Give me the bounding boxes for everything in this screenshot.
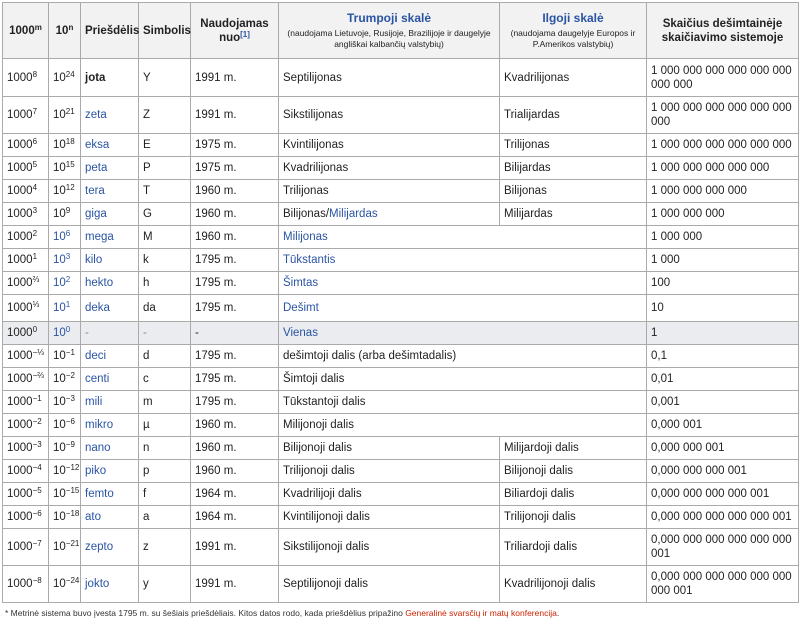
cell-decimal: 1 000 000 000: [647, 203, 799, 226]
cell-symbol: k: [139, 249, 191, 272]
cell-prefix: [81, 391, 139, 414]
cell-symbol: h: [139, 272, 191, 295]
prefix-link[interactable]: femto: [85, 488, 114, 500]
cell-symbol: E: [139, 134, 191, 157]
prefix-link[interactable]: mega: [85, 231, 114, 243]
table-row: [3, 295, 799, 322]
cell-name-both-scales: [279, 322, 647, 345]
cell-symbol: a: [139, 506, 191, 529]
cell-base-power: $1000^{-4}$: [3, 460, 49, 483]
cell-adopted: 1795 m.: [191, 249, 279, 272]
cell-prefix: [81, 97, 139, 134]
cell-ten-power: $10^{-1}$: [49, 345, 81, 368]
cell-symbol: d: [139, 345, 191, 368]
prefix-link[interactable]: zepto: [85, 541, 114, 553]
cell-base-power: 1000$^7$: [3, 97, 49, 134]
prefix-link[interactable]: nano: [85, 442, 111, 454]
header-long-scale: [500, 3, 647, 59]
cell-long-scale: Kvadrilijonoji dalis: [500, 566, 647, 603]
cell-prefix: [81, 437, 139, 460]
cell-decimal: 0,000 000 000 000 000 000 000 001: [647, 566, 799, 603]
cell-adopted: 1964 m.: [191, 483, 279, 506]
table-row: [3, 414, 799, 437]
cell-short-scale: Bilijonas/Milijardas: [279, 203, 500, 226]
cell-symbol: z: [139, 529, 191, 566]
cell-adopted: 1960 m.: [191, 437, 279, 460]
table-row: [3, 437, 799, 460]
cell-adopted: 1795 m.: [191, 272, 279, 295]
table-row: [3, 272, 799, 295]
cell-symbol: y: [139, 566, 191, 603]
table-row: [3, 180, 799, 203]
cell-ten-power: $10^{12}$: [49, 180, 81, 203]
table-row: [3, 345, 799, 368]
prefix-link[interactable]: piko: [85, 465, 107, 477]
cell-adopted: 1991 m.: [191, 529, 279, 566]
cell-ten-power: $10^9$: [49, 203, 81, 226]
cell-long-scale: Trilijonoji dalis: [500, 506, 647, 529]
cell-symbol: G: [139, 203, 191, 226]
power-link[interactable]: 10$^3$: [53, 252, 71, 266]
long-scale-note: (naudojama daugelyje Europos ir P.Amerikos valstybių): [510, 28, 636, 49]
cell-prefix: [81, 506, 139, 529]
cell-name-both-scales: [279, 226, 647, 249]
cell-decimal: 10: [647, 295, 799, 322]
cell-decimal: 0,000 000 000 000 000 001: [647, 506, 799, 529]
cell-base-power: 1000$^8$: [3, 59, 49, 97]
cell-ten-power: $10^{-21}$: [49, 529, 81, 566]
cell-adopted: 1795 m.: [191, 391, 279, 414]
prefix-link[interactable]: ato: [85, 511, 101, 523]
cell-adopted: 1975 m.: [191, 134, 279, 157]
cell-adopted: 1960 m.: [191, 203, 279, 226]
cell-decimal: 1 000: [647, 249, 799, 272]
table-body: [3, 59, 799, 603]
prefix-link[interactable]: deci: [85, 350, 107, 362]
cell-symbol: da: [139, 295, 191, 322]
cell-adopted: 1795 m.: [191, 295, 279, 322]
cell-symbol: p: [139, 460, 191, 483]
cell-base-power: $1000^{-6}$: [3, 506, 49, 529]
cell-prefix: [81, 249, 139, 272]
cell-adopted: 1960 m.: [191, 226, 279, 249]
cell-ten-power: $10^{15}$: [49, 157, 81, 180]
cell-decimal: 1 000 000: [647, 226, 799, 249]
cell-decimal: 1 000 000 000 000 000 000 000 000: [647, 59, 799, 97]
cell-base-power: 1000$^1$: [3, 249, 49, 272]
table-row: [3, 157, 799, 180]
cell-decimal: 1 000 000 000 000 000 000 000: [647, 97, 799, 134]
cell-ten-power: $10^{-15}$: [49, 483, 81, 506]
cell-prefix: [81, 157, 139, 180]
cell-prefix: [81, 460, 139, 483]
prefix-link[interactable]: deka: [85, 302, 110, 314]
table-row: [3, 483, 799, 506]
table-row: [3, 506, 799, 529]
short-scale-note: (naudojama Lietuvoje, Rusijoje, Brazilijoje ir daugelyje angliškai kalbančių valstybių): [287, 28, 491, 49]
prefix-link[interactable]: centi: [85, 373, 110, 385]
table-row: [3, 322, 799, 345]
cell-adopted: 1991 m.: [191, 59, 279, 97]
cell-symbol: c: [139, 368, 191, 391]
cell-base-power: $1000^{\frac{2}{3}}$: [3, 272, 49, 295]
cell-short-scale: Sikstilijonas: [279, 97, 500, 134]
cell-base-power: $1000^{-1}$: [3, 391, 49, 414]
cell-decimal: 0,000 000 000 000 000 000 001: [647, 529, 799, 566]
cell-long-scale: Trilijonas: [500, 134, 647, 157]
cell-name-both-scales: [279, 249, 647, 272]
table-row: [3, 391, 799, 414]
cell-ten-power: [49, 295, 81, 322]
cell-short-scale: Kvintilijonas: [279, 134, 500, 157]
cell-prefix: [81, 529, 139, 566]
cell-ten-power: [49, 249, 81, 272]
cell-ten-power: $10^{18}$: [49, 134, 81, 157]
cell-base-power: 1000$^5$: [3, 157, 49, 180]
header-symbol: Simbolis: [139, 3, 191, 59]
cell-short-scale: Trilijonoji dalis: [279, 460, 500, 483]
cell-symbol: f: [139, 483, 191, 506]
header-adopted: Naudojamas nuo[1]: [191, 3, 279, 59]
prefix-link[interactable]: peta: [85, 162, 108, 174]
table-row: [3, 134, 799, 157]
header-short-scale: [279, 3, 500, 59]
table-row: [3, 97, 799, 134]
header-decimal: Skaičius dešimtainėje skaičiavimo sistemoje: [647, 3, 799, 59]
number-name-link[interactable]: Milijonas: [283, 231, 328, 243]
cell-base-power: $1000^{-7}$: [3, 529, 49, 566]
cell-prefix: [81, 322, 139, 345]
cell-adopted: 1960 m.: [191, 414, 279, 437]
cell-decimal: 0,000 000 000 001: [647, 460, 799, 483]
milijardas-link[interactable]: Milijardas: [329, 208, 378, 220]
cell-base-power: 1000$^2$: [3, 226, 49, 249]
cell-symbol: M: [139, 226, 191, 249]
cell-long-scale: Trialijardas: [500, 97, 647, 134]
cell-long-scale: Biliardoji dalis: [500, 483, 647, 506]
cell-base-power: 1000$^6$: [3, 134, 49, 157]
cell-long-scale: Bilijardas: [500, 157, 647, 180]
cell-ten-power: [49, 226, 81, 249]
cell-name-both-scales: [279, 295, 647, 322]
cell-name-both-scales: Milijonoji dalis: [279, 414, 647, 437]
cell-symbol: -: [139, 322, 191, 345]
cell-adopted: 1795 m.: [191, 368, 279, 391]
cell-prefix: [81, 226, 139, 249]
cell-decimal: 1: [647, 322, 799, 345]
cell-base-power: 1000$^3$: [3, 203, 49, 226]
prefix-name: jota: [85, 71, 106, 84]
cell-decimal: 1 000 000 000 000: [647, 180, 799, 203]
power-link[interactable]: 10$^6$: [53, 229, 71, 243]
cell-prefix: [81, 368, 139, 391]
cell-decimal: 0,01: [647, 368, 799, 391]
prefix-link[interactable]: hekto: [85, 277, 114, 289]
cell-long-scale: Bilijonoji dalis: [500, 460, 647, 483]
cell-short-scale: Bilijonoji dalis: [279, 437, 500, 460]
cell-symbol: P: [139, 157, 191, 180]
cell-symbol: µ: [139, 414, 191, 437]
table-header-row: [3, 3, 799, 59]
cell-ten-power: $10^{-9}$: [49, 437, 81, 460]
cell-long-scale: Milijardas: [500, 203, 647, 226]
prefix-link[interactable]: eksa: [85, 139, 110, 151]
cell-decimal: 0,000 000 001: [647, 437, 799, 460]
cell-symbol: m: [139, 391, 191, 414]
cell-decimal: 1 000 000 000 000 000 000: [647, 134, 799, 157]
long-scale-link[interactable]: Ilgoji skalė: [542, 11, 604, 25]
cell-long-scale: Milijardoji dalis: [500, 437, 647, 460]
table-row: [3, 249, 799, 272]
cell-ten-power: $10^{21}$: [49, 97, 81, 134]
cell-short-scale: Kvadrilijonas: [279, 157, 500, 180]
cell-base-power: $1000^{-5}$: [3, 483, 49, 506]
cell-short-scale: Sikstilijonoji dalis: [279, 529, 500, 566]
cgpm-link[interactable]: Generalinė svarsčių ir matų konferencija: [405, 608, 557, 618]
cell-prefix: [81, 272, 139, 295]
cell-prefix: [81, 566, 139, 603]
cell-prefix: [81, 134, 139, 157]
cell-name-both-scales: [279, 272, 647, 295]
prefix-link[interactable]: giga: [85, 208, 107, 220]
number-name-link[interactable]: Vienas: [283, 327, 318, 339]
table-row: [3, 226, 799, 249]
si-prefix-table-container: [2, 2, 798, 623]
cell-base-power: 1000$^4$: [3, 180, 49, 203]
cell-decimal: 100: [647, 272, 799, 295]
cell-adopted: 1991 m.: [191, 566, 279, 603]
cell-adopted: 1975 m.: [191, 157, 279, 180]
si-prefix-table: [2, 2, 799, 603]
prefix-link[interactable]: tera: [85, 185, 105, 197]
prefix-name: -: [85, 327, 89, 339]
table-row: [3, 529, 799, 566]
number-name-link[interactable]: Dešimt: [283, 302, 319, 314]
cell-short-scale: Kvintilijonoji dalis: [279, 506, 500, 529]
cell-prefix: [81, 483, 139, 506]
cell-base-power: $1000^{-\frac{1}{3}}$: [3, 345, 49, 368]
cell-decimal: 0,001: [647, 391, 799, 414]
cell-long-scale: Bilijonas: [500, 180, 647, 203]
table-row: [3, 203, 799, 226]
footnote: * Metrinė sistema buvo įvesta 1795 m. su šešiais priešdėliais. Kitos datos rodo, kada priešdėlius pripažino Generalinė svarsčių ir matų konferencija.: [5, 608, 560, 618]
number-name-link[interactable]: Šimtas: [283, 277, 319, 289]
cell-name-both-scales: Tūkstantoji dalis: [279, 391, 647, 414]
power-link[interactable]: 10$^2$: [53, 275, 71, 289]
cell-symbol: Z: [139, 97, 191, 134]
cell-ten-power: $10^{-18}$: [49, 506, 81, 529]
prefix-link[interactable]: mikro: [85, 419, 114, 431]
cell-prefix: [81, 203, 139, 226]
cell-adopted: 1795 m.: [191, 345, 279, 368]
cell-long-scale: Triliardoji dalis: [500, 529, 647, 566]
header-prefix: Priešdėlis: [81, 3, 139, 59]
header-ten-power: 10$^n$: [49, 3, 81, 59]
cell-base-power: $1000^{-8}$: [3, 566, 49, 603]
cell-ten-power: $10^{24}$: [49, 59, 81, 97]
cell-prefix: [81, 180, 139, 203]
cell-prefix: [81, 414, 139, 437]
cell-base-power: $1000^{-\frac{2}{3}}$: [3, 368, 49, 391]
cell-adopted: -: [191, 322, 279, 345]
cell-prefix: [81, 295, 139, 322]
cell-symbol: Y: [139, 59, 191, 97]
cell-adopted: 1964 m.: [191, 506, 279, 529]
cell-decimal: 0,000 001: [647, 414, 799, 437]
prefix-link[interactable]: zeta: [85, 109, 107, 121]
cell-ten-power: [49, 322, 81, 345]
cell-base-power: $1000^{-3}$: [3, 437, 49, 460]
cell-adopted: 1991 m.: [191, 97, 279, 134]
cell-long-scale: Kvadrilijonas: [500, 59, 647, 97]
cell-ten-power: $10^{-6}$: [49, 414, 81, 437]
cell-short-scale: Kvadrilijoji dalis: [279, 483, 500, 506]
cell-decimal: 1 000 000 000 000 000: [647, 157, 799, 180]
cell-symbol: T: [139, 180, 191, 203]
cell-base-power: 1000$^0$: [3, 322, 49, 345]
cell-short-scale: Trilijonas: [279, 180, 500, 203]
short-scale-link[interactable]: Trumpoji skalė: [346, 11, 432, 25]
cell-short-scale: Septilijonoji dalis: [279, 566, 500, 603]
cell-ten-power: [49, 272, 81, 295]
cell-name-both-scales: Šimtoji dalis: [279, 368, 647, 391]
prefix-link[interactable]: kilo: [85, 254, 103, 266]
cell-prefix: [81, 345, 139, 368]
table-row: [3, 59, 799, 97]
power-link[interactable]: 10$^0$: [53, 325, 71, 339]
table-row: [3, 368, 799, 391]
table-row: [3, 460, 799, 483]
cell-decimal: 0,000 000 000 000 001: [647, 483, 799, 506]
cell-prefix: [81, 59, 139, 97]
cell-name-both-scales: dešimtoji dalis (arba dešimtadalis): [279, 345, 647, 368]
prefix-link[interactable]: jokto: [85, 578, 110, 590]
prefix-link[interactable]: mili: [85, 396, 103, 408]
cell-decimal: 0,1: [647, 345, 799, 368]
power-link[interactable]: 10$^1$: [53, 300, 71, 314]
cell-symbol: n: [139, 437, 191, 460]
reference-link[interactable]: [1]: [240, 29, 250, 39]
cell-ten-power: $10^{-2}$: [49, 368, 81, 391]
cell-ten-power: $10^{-12}$: [49, 460, 81, 483]
cell-base-power: $1000^{\frac{1}{3}}$: [3, 295, 49, 322]
header-base-power: 1000$^m$: [3, 3, 49, 59]
cell-ten-power: $10^{-24}$: [49, 566, 81, 603]
table-row: [3, 566, 799, 603]
number-name-link[interactable]: Tūkstantis: [283, 254, 336, 266]
cell-short-scale: Septilijonas: [279, 59, 500, 97]
cell-base-power: $1000^{-2}$: [3, 414, 49, 437]
cell-adopted: 1960 m.: [191, 180, 279, 203]
cell-adopted: 1960 m.: [191, 460, 279, 483]
cell-ten-power: $10^{-3}$: [49, 391, 81, 414]
